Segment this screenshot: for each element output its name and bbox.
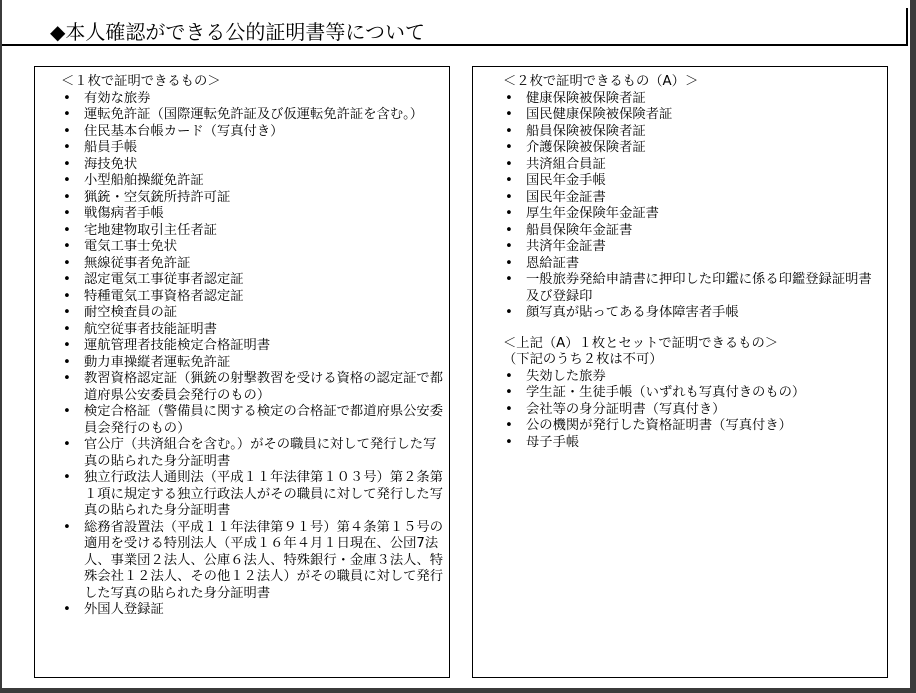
list-item: • 恩給証書	[503, 256, 883, 273]
list-item: • 特種電気工事資格者認定証	[61, 289, 447, 306]
left-panel	[34, 66, 450, 678]
list-item: • 外国人登録証	[61, 602, 447, 619]
list-item: • 無線従事者免許証	[61, 256, 447, 273]
list-item: • 共済年金証書	[503, 239, 883, 256]
list-item: • 有効な旅券	[61, 91, 447, 108]
list-item: • 航空従事者技能証明書	[61, 322, 447, 339]
list-item: • 海技免状	[61, 157, 447, 174]
list-item: • 動力車操縦者運転免許証	[61, 355, 447, 372]
list-item: • 運転免許証（国際運転免許証及び仮運転免許証を含む。）	[61, 107, 447, 124]
list-item: • 船員保険被保険者証	[503, 124, 883, 141]
list-item: • 教習資格認定証（猟銃の射撃教習を受ける資格の認定証で都道府県公安委員会発行のもの）	[61, 371, 447, 404]
list-item: • 会社等の身分証明書（写真付き）	[503, 402, 883, 419]
list-item: • 学生証・生徒手帳（いずれも写真付きのもの）	[503, 385, 883, 402]
list-item: • 公の機関が発行した資格証明書（写真付き）	[503, 418, 883, 435]
list-item: • 失効した旅券	[503, 369, 883, 386]
supplementary-note: （下記のうち２枚は不可）	[503, 352, 663, 367]
list-item: • 官公庁（共済組合を含む。）がその職員に対して発行した写真の貼られた身分証明書	[61, 437, 447, 470]
list-item: • 運航管理者技能検定合格証明書	[61, 338, 447, 355]
list-item: • 厚生年金保険年金証書	[503, 206, 883, 223]
supplementary-section	[503, 336, 883, 452]
supplementary-heading: ＜上記（A）１枚とセットで証明できるもの＞	[503, 335, 779, 351]
right-panel-content	[503, 74, 883, 451]
left-panel-list	[61, 91, 447, 619]
list-item: • 共済組合員証	[503, 157, 883, 174]
list-item: • 電気工事士免状	[61, 239, 447, 256]
list-item: • 住民基本台帳カード（写真付き）	[61, 124, 447, 141]
list-item: • 耐空検査員の証	[61, 305, 447, 322]
page-title: ◆本人確認ができる公的証明書等について	[50, 20, 425, 44]
title-bar	[2, 8, 908, 46]
list-item: • 一般旅券発給申請書に押印した印鑑に係る印鑑登録証明書及び登録印	[503, 272, 883, 305]
list-item: • 顔写真が貼ってある身体障害者手帳	[503, 305, 883, 322]
list-item: • 健康保険被保険者証	[503, 91, 883, 108]
list-item: • 船員手帳	[61, 140, 447, 157]
left-panel-heading: ＜１枚で証明できるもの＞	[61, 74, 221, 89]
list-item: • 国民年金手帳	[503, 173, 883, 190]
list-item: • 宅地建物取引主任者証	[61, 223, 447, 240]
slide	[2, 0, 910, 688]
list-item: • 独立行政法人通則法（平成１１年法律第１０３号）第２条第１項に規定する独立行政法人がその職員に対して発行した写真の貼られた身分証明書	[61, 470, 447, 520]
list-item: • 猟銃・空気銃所持許可証	[61, 190, 447, 207]
list-item: • 総務省設置法（平成１１年法律第９１号）第４条第１５号の適用を受ける特別法人（平成１６年４月１日現在、公団7法人、事業団２法人、公庫６法人、特殊銀行・金庫３法人、特殊会社１２法人、その他１２法人）がその職員に対して発行した写真の貼られた身分証明書	[61, 520, 447, 603]
list-item: • 国民健康保険被保険者証	[503, 107, 883, 124]
right-panel-heading: ＜２枚で証明できるもの（A）＞	[503, 74, 699, 89]
left-panel-content	[61, 74, 447, 619]
list-item: • 検定合格証（警備員に関する検定の合格証で都道府県公安委員会発行のもの）	[61, 404, 447, 437]
right-panel-list	[503, 91, 883, 322]
list-item: • 船員保険年金証書	[503, 223, 883, 240]
list-item: • 認定電気工事従事者認定証	[61, 272, 447, 289]
list-item: • 小型船舶操縦免許証	[61, 173, 447, 190]
list-item: • 母子手帳	[503, 435, 883, 452]
supplementary-list	[503, 369, 883, 452]
right-panel	[472, 66, 888, 678]
list-item: • 国民年金証書	[503, 190, 883, 207]
list-item: • 戦傷病者手帳	[61, 206, 447, 223]
list-item: • 介護保険被保険者証	[503, 140, 883, 157]
